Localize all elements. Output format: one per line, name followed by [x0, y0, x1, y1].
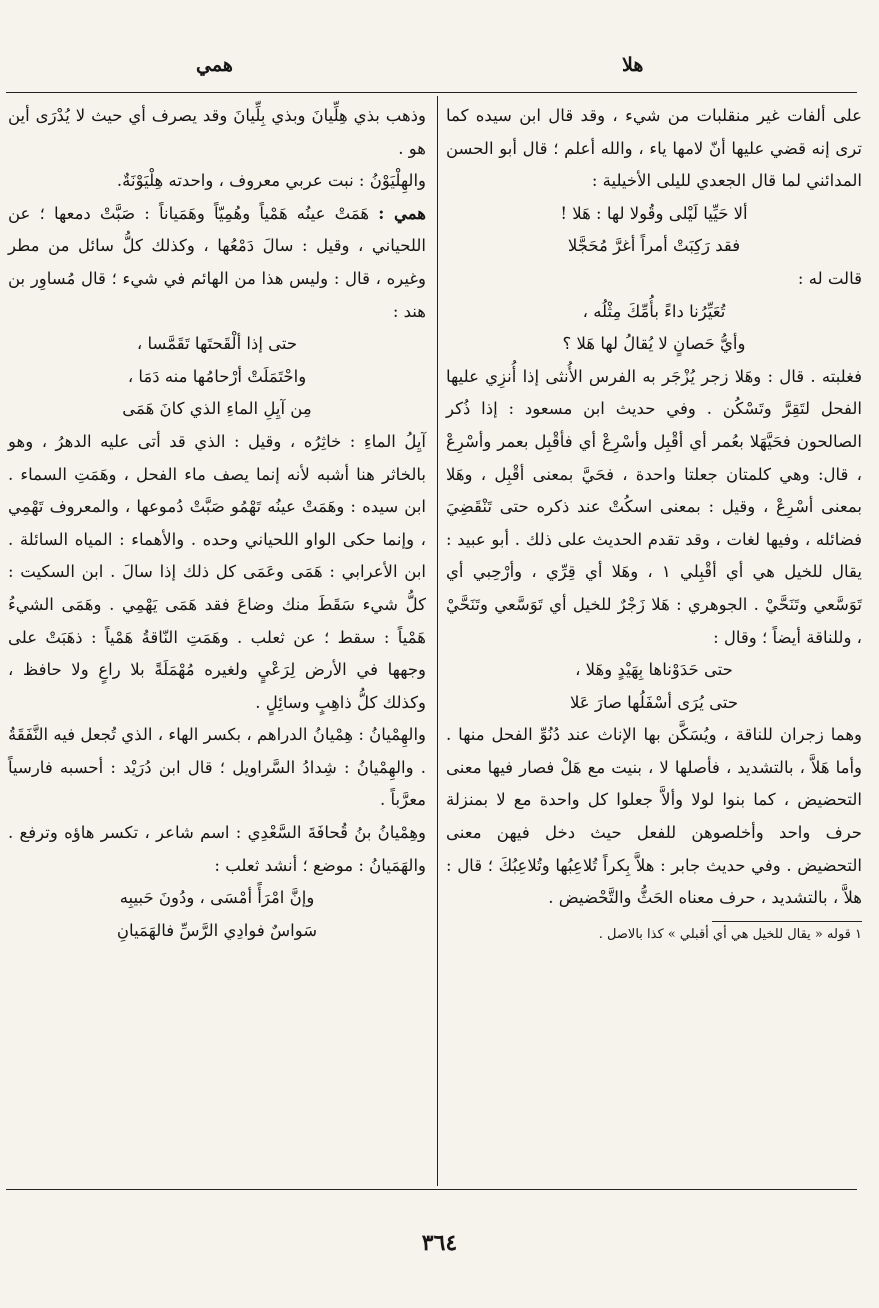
- paragraph: وهما زجران للناقة ، ويُسَكَّن بها الإناث عند دُنُوِّ الفحل منها . وأما هَلاَّ ، بالتشديد ، فأصلها لا ، بنيت مع هَلْ فصار فيها معنى التحضيض ، كما بنوا لولا وألاَّ جعلوا كل واحدة مع لا بمنزلة حرف واحد وأخلصوهن للفعل حيث دخل فيهن معنى التحضيض . وفي حديث جابر : هلاَّ بِكراً تُلاعِبُها وتُلاعِبُكَ ؛ قال : هلاَّ ، بالتشديد ، حرف معناه الحَثُّ والتَّحْضيض .: [446, 725, 862, 908]
- right-column: [446, 100, 862, 946]
- verse-block: [446, 296, 862, 361]
- verse-line: تُعَيِّرُنا داءً بأُمِّكَ مِثْلُه ،: [582, 301, 726, 321]
- left-column: [8, 100, 426, 947]
- verse-line: فقد رَكِبَتْ أمراً أغرَّ مُحَجَّلا: [567, 236, 741, 256]
- verse-block: [8, 328, 426, 426]
- paragraph: وذهب بذي هِلِّيانَ وبذي بِلِّيانَ وقد يصرف أي حيث لا يُدْرَى أين هو .: [8, 106, 426, 158]
- entry-text: هَمَتْ عينُه هَمْياً وهُمِيّاً وهَمَياناً : صَبَّتْ دمعها ؛ عن اللحياني ، وقيل : سالَ دَمْعُها ، وكذلك كلُّ سائل من مطر وغيره ، قال : وليس هذا من الهائم في شيء ؛ قال مُساوِر بن هند :: [8, 203, 426, 321]
- footnote: ١ قوله « يقال للخيل هي أي أقبلي » كذا بالاصل .: [598, 926, 862, 942]
- verse-line: واحْتَمَلَتْ أرْحامُها منه دَمَا ،: [127, 366, 307, 386]
- verse-line: حتى يُرَى أسْفَلُها صارَ عَلا: [569, 692, 739, 712]
- paragraph: وهِمْيانُ بنُ قُحافَةَ السَّعْدِي : اسم شاعر ، تكسر هاؤه وترفع . والهَمَيانُ : موضع ؛ أنشد ثعلب :: [8, 823, 426, 875]
- footnote-rule: [712, 921, 862, 922]
- verse-line: سَواسٌ فوادِي الرَّسِّ فالهَمَيانِ: [116, 920, 318, 940]
- verse-line: وأيُّ حَصانٍ لا يُقالُ لها هَلا ؟: [562, 334, 746, 354]
- bottom-rule: [6, 1189, 857, 1190]
- verse-line: حتى إذا ألْقَحتَها تَقَمَّسا ،: [136, 334, 298, 354]
- page-number: ٣٦٤: [421, 1230, 458, 1256]
- entry-headword: همي :: [378, 203, 426, 223]
- verse-block: [446, 654, 862, 719]
- top-rule: [6, 92, 857, 93]
- paragraph: والهِمْيانُ : هِمْيانُ الدراهم ، بكسر الهاء ، الذي تُجعل فيه النَّفَقَةُ . والهِمْيانُ : شِدادُ السَّراويل ؛ قال ابن دُرَيْد : أحسبه فارسياً معرَّباً .: [8, 725, 426, 810]
- column-divider: [437, 96, 438, 1186]
- paragraph: قالت له :: [797, 268, 862, 288]
- paragraph: على ألفات غير منقلبات من شيء ، وقد قال ابن سيده كما ترى إنه قضي عليها أنّ لامها ياء ، والله أعلم ؛ قال أبو الحسن المدائني لما قال الجعدي لليلى الأخيلية :: [446, 106, 862, 191]
- running-header-left: همي: [196, 54, 233, 76]
- verse-line: حتى حَدَوْناها بِهَيْدٍ وهَلا ،: [575, 660, 733, 680]
- verse-block: [446, 198, 862, 263]
- paragraph: آيِلُ الماءِ : خاثِرُه ، وقيل : الذي قد أتى عليه الدهرُ ، وهو بالخاثر هنا أشبه لأنه إنما يصف ماء الفحل ، وهَمَتِ السماء . ابن سيده : وهَمَتْ عينُه تَهْمُو صَبَّتْ دُموعها ، والمعروف تَهْمِي ، وإنما حكى الواو اللحياني وحده . والأهماء : المياه السائلة . ابن الأعرابي : هَمَى وعَمَى كل ذلك إذا سالَ . ابن السكيت : كلُّ شيء سَقَطَ منك وضاعَ فقد هَمَى يَهْمِي . وهَمَى الشيءُ هَمْياً : سقط ؛ عن ثعلب . وهَمَتِ النّاقةُ هَمْياً : ذهَبَتْ على وجهها في الأرض لِرَعْيٍ ولغيره مُهْمَلَةً بلا راعٍ ولا حافظ ، وكذلك كلُّ ذاهِبٍ وسائِلٍ .: [8, 431, 426, 712]
- verse-line: مِن آيِلِ الماءِ الذي كانَ هَمَى: [122, 399, 312, 419]
- verse-block: [8, 882, 426, 947]
- running-header-right: هلا: [622, 54, 644, 76]
- paragraph: فغلبته . قال : وهَلا زجر يُزْجَر به الفرس الأُنثى إذا أُنزِي عليها الفحل لتَقِرَّ وتَسْكُن . وفي حديث ابن مسعود : إذا ذُكر الصالحون فحَيَّهَلا بعُمر أي أقْبِل وأسْرِعْ أي فأقْبِل بعمر وأسْرِعْ ، قال: وهي كلمتان جعلتا واحدة ، فحَيَّ بمعنى أقْبِل ، وهَلا بمعنى أسْرِعْ ، وقيل : بمعنى اسكُتْ عند ذكره حتى تَنْقَضِيَ فضائله ، وفيها لغات ، وقد تقدم الحديث على ذلك . أبو عبيد : يقال للخيل هي أي أقْبِلي ١ ، وهَلا أي قِرِّي ، وأرْحِبي أي تَوَسَّعي وتَنَحَّيْ . الجوهري : هَلا زَجْرٌ للخيل أي تَوَسَّعي وتَنَحَّيْ ، وللناقة أيضاً ؛ وقال :: [446, 366, 862, 647]
- verse-line: وإنَّ امْرَأً أمْسَى ، ودُونَ حَبيبِه: [119, 888, 315, 908]
- verse-line: ألا حَيِّيا لَيْلى وقُولا لها : هَلا !: [560, 203, 748, 223]
- entry-paragraph: [8, 198, 426, 328]
- paragraph: والهِلْيَوْنُ : نبت عربي معروف ، واحدته هِلْيَوْنَةٌ.: [116, 171, 426, 191]
